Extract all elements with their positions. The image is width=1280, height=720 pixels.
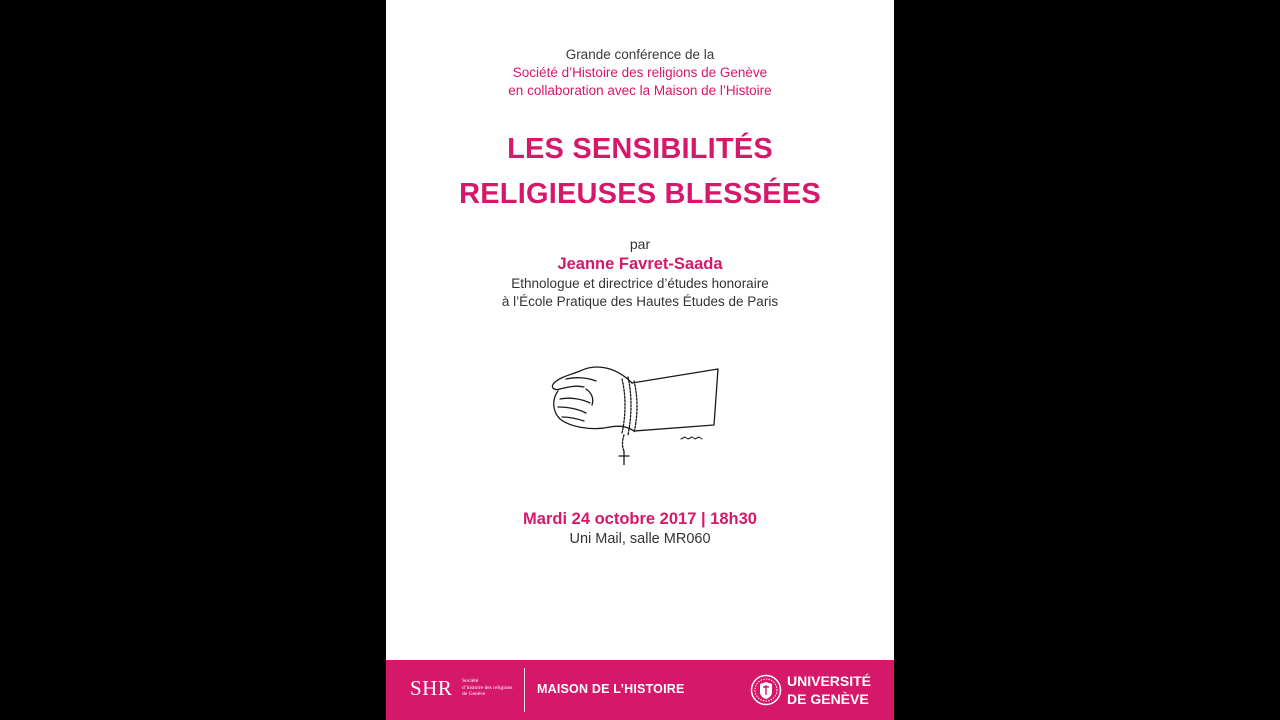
unige-line-2: DE GENÈVE <box>787 691 869 707</box>
universite-geneve-logo <box>787 672 871 708</box>
speaker-affiliation <box>386 275 894 311</box>
shr-logo: SHR <box>410 676 453 700</box>
shr-sub-line: d’histoire des religions <box>462 684 513 691</box>
title-line-1: LES SENSIBILITÉS <box>507 133 773 165</box>
collaboration-line: en collaboration avec la Maison de l’Histoire <box>508 83 772 98</box>
organizer-line: Société d’Histoire des religions de Genève <box>512 65 768 80</box>
intro-block <box>386 46 894 100</box>
unige-line-1: UNIVERSITÉ <box>787 673 872 689</box>
shr-logo-subtitle <box>462 678 522 698</box>
speaker-name: Jeanne Favret-Saada <box>557 255 723 273</box>
conference-poster <box>386 0 894 720</box>
bound-hands-illustration <box>546 355 731 465</box>
event-venue: Uni Mail, salle MR060 <box>569 531 711 547</box>
affiliation-line-1: Ethnologue et directrice d’études honoraire <box>511 276 769 291</box>
event-date: Mardi 24 octobre 2017 | 18h30 <box>523 510 757 528</box>
university-seal-icon <box>750 674 782 706</box>
maison-histoire-logo: MAISON DE L’HISTOIRE <box>537 682 685 696</box>
footer-bar <box>386 660 894 720</box>
poster-title <box>386 127 894 217</box>
by-label: par <box>629 236 651 252</box>
intro-line: Grande conférence de la <box>565 47 715 62</box>
shr-sub-line: Société <box>462 678 479 684</box>
shr-sub-line: de Genève <box>462 691 486 697</box>
affiliation-line-2: à l’École Pratique des Hautes Études de Paris <box>501 294 779 309</box>
title-line-2: RELIGIEUSES BLESSÉES <box>459 178 821 210</box>
footer-divider <box>524 668 525 712</box>
